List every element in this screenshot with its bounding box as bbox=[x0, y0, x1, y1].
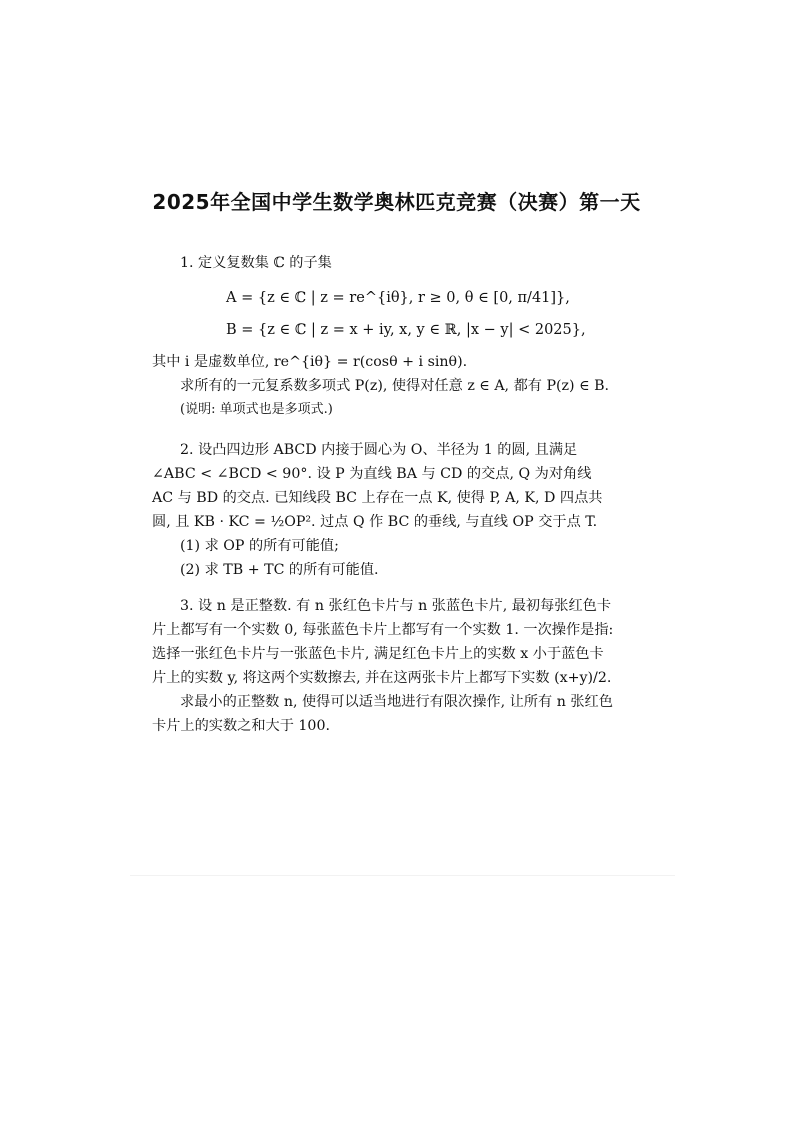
problem2-line4: 圆, 且 KB · KC = ½OP². 过点 Q 作 BC 的垂线, 与直线 OP 交于点 T. bbox=[152, 514, 598, 530]
problem2-line1: 2. 设凸四边形 ABCD 内接于圆心为 O、半径为 1 的圆, 且满足 bbox=[180, 442, 578, 458]
problem3-line2: 片上都写有一个实数 0, 每张蓝色卡片上都写有一个实数 1. 一次操作是指: bbox=[152, 622, 614, 638]
problem2-part1: (1) 求 OP 的所有可能值; bbox=[180, 538, 339, 554]
problem3-line3: 选择一张红色卡片与一张蓝色卡片, 满足红色卡片上的实数 x 小于蓝色卡 bbox=[152, 646, 604, 662]
problem1-set-a: A = {z ∈ ℂ | z = re^{iθ}, r ≥ 0, θ ∈ [0, π/41]}, bbox=[226, 290, 570, 306]
problem1-where: 其中 i 是虚数单位, re^{iθ} = r(cosθ + i sinθ). bbox=[152, 354, 468, 370]
problem1-set-b: B = {z ∈ ℂ | z = x + iy, x, y ∈ ℝ, |x − y| < 2025}, bbox=[226, 322, 586, 338]
problem2-line2: ∠ABC < ∠BCD < 90°. 设 P 为直线 BA 与 CD 的交点, Q 为对角线 bbox=[152, 466, 592, 482]
problem1-intro: 1. 定义复数集 ℂ 的子集 bbox=[180, 255, 332, 271]
problem1-ask: 求所有的一元复系数多项式 P(z), 使得对任意 z ∈ A, 都有 P(z) ∈ B. bbox=[180, 378, 610, 394]
problem3-line1: 3. 设 n 是正整数. 有 n 张红色卡片与 n 张蓝色卡片, 最初每张红色卡 bbox=[180, 598, 612, 614]
page-title: 2025年全国中学生数学奥林匹克竞赛（决赛）第一天 bbox=[152, 190, 641, 214]
problem2-part2: (2) 求 TB + TC 的所有可能值. bbox=[180, 562, 379, 578]
problem1-note: (说明: 单项式也是多项式.) bbox=[180, 402, 333, 417]
problem3-line6: 卡片上的实数之和大于 100. bbox=[152, 718, 330, 734]
problem3-line4: 片上的实数 y, 将这两个实数擦去, 并在这两张卡片上都写下实数 (x+y)/2. bbox=[152, 670, 612, 686]
problem2-line3: AC 与 BD 的交点. 已知线段 BC 上存在一点 K, 使得 P, A, K, D 四点共 bbox=[152, 490, 603, 506]
page-divider bbox=[130, 875, 675, 876]
problem3-line5: 求最小的正整数 n, 使得可以适当地进行有限次操作, 让所有 n 张红色 bbox=[180, 694, 613, 710]
